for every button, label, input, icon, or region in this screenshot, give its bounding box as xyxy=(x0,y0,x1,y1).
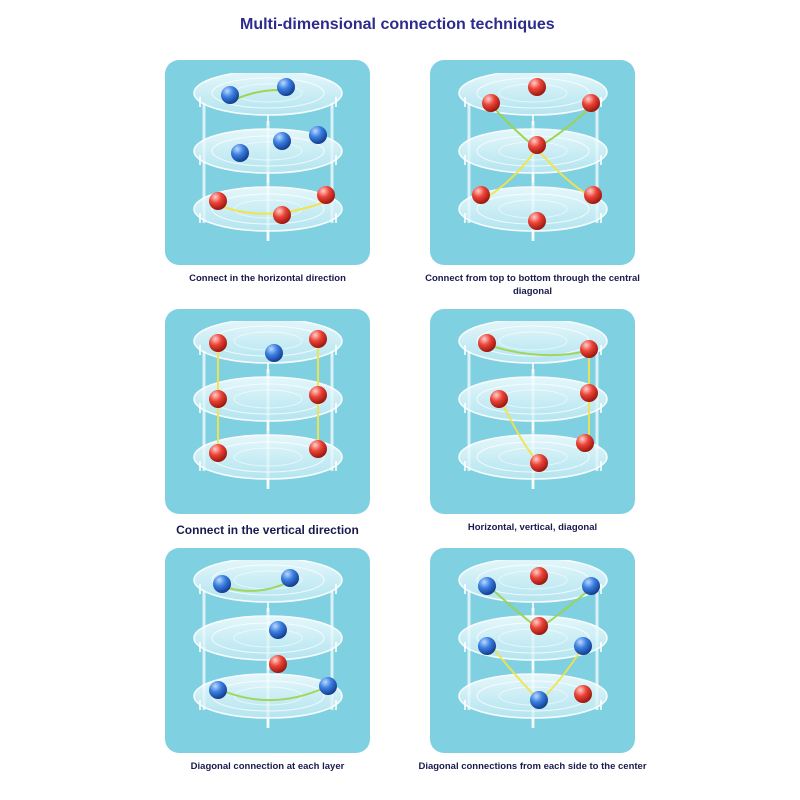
stack-illustration xyxy=(443,321,623,501)
stack-illustration xyxy=(178,321,358,501)
panel-caption-central-diagonal: Connect from top to bottom through the central diagonal xyxy=(425,273,640,297)
panel-row-1 xyxy=(0,60,800,299)
panel-cell-diagonal-each-layer xyxy=(165,548,370,774)
stack-illustration xyxy=(443,560,623,740)
marble-stack-central-diagonal xyxy=(443,73,623,253)
panel-row-2 xyxy=(0,309,800,538)
panel-diagonal-each-layer[interactable] xyxy=(165,548,370,753)
panel-caption-horizontal: Connect in the horizontal direction xyxy=(189,273,346,284)
panel-row-3 xyxy=(0,548,800,774)
panel-vertical[interactable] xyxy=(165,309,370,514)
stack-illustration xyxy=(443,73,623,253)
panel-hvd[interactable] xyxy=(430,309,635,514)
marble-stack-hvd xyxy=(443,321,623,501)
marble-stack-diagonal-each-layer xyxy=(178,560,358,740)
marble-stack-sides-to-center xyxy=(443,560,623,740)
marble-stack-horizontal xyxy=(178,73,358,253)
panel-cell-horizontal xyxy=(165,60,370,299)
marble-stack-vertical xyxy=(178,321,358,501)
panel-cell-sides-to-center xyxy=(418,548,647,774)
page-title: Multi-dimensional connection techniques xyxy=(240,16,555,33)
panel-caption-vertical: Connect in the vertical direction xyxy=(176,522,359,537)
panel-cell-vertical xyxy=(165,309,370,538)
panel-cell-central-diagonal xyxy=(425,60,640,299)
panel-horizontal[interactable] xyxy=(165,60,370,265)
panel-caption-sides-to-center: Diagonal connections from each side to the center xyxy=(418,760,647,772)
stack-illustration xyxy=(178,560,358,740)
panel-grid xyxy=(0,60,800,784)
panel-caption-diagonal-each-layer: Diagonal connection at each layer xyxy=(190,760,345,772)
panel-cell-hvd xyxy=(430,309,635,538)
panel-caption-hvd: Horizontal, vertical, diagonal xyxy=(467,521,598,533)
panel-central-diagonal[interactable] xyxy=(430,60,635,265)
stack-illustration xyxy=(178,73,358,253)
panel-sides-to-center[interactable] xyxy=(430,548,635,753)
